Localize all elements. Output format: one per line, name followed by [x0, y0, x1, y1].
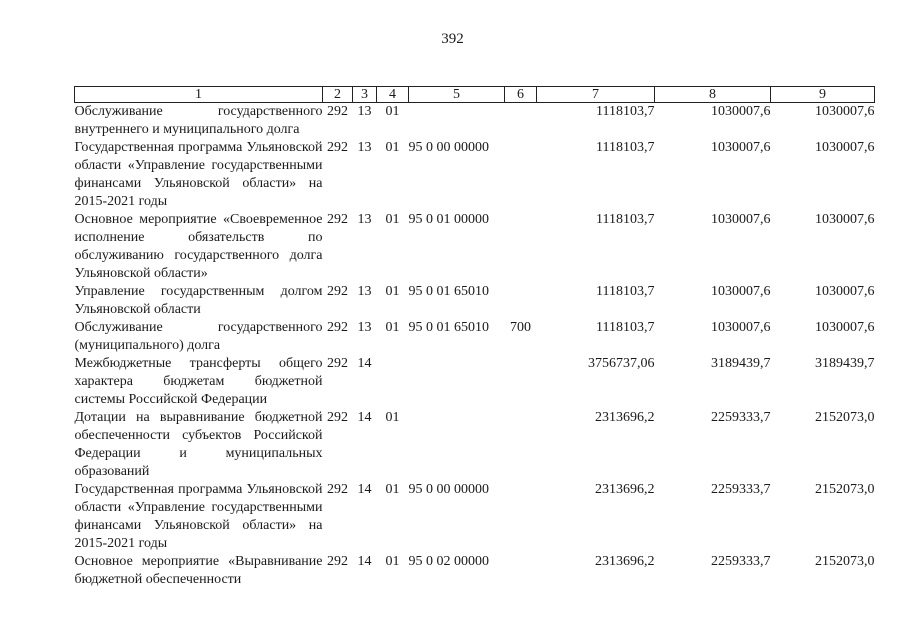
cell-target-article: 95 0 01 65010: [408, 320, 489, 335]
cell-amount-9: 1030007,6: [815, 212, 875, 227]
cell-amount-7: 2313696,2: [595, 554, 655, 569]
row-name: Дотации на выравнивание бюджетной обеспеченности субъектов Российской Федерации и муниципальных образований: [74, 410, 323, 479]
cell-subsection: 01: [385, 410, 400, 425]
cell-section: 13: [357, 320, 372, 335]
row-name: Основное мероприятие «Выравнивание бюджетной обеспеченности: [74, 554, 323, 587]
cell-expense-type: [505, 355, 537, 409]
cell-amount-9: 1030007,6: [815, 320, 875, 335]
cell-target-article: [409, 103, 505, 140]
cell-amount-8: 1030007,6: [711, 320, 771, 335]
cell-amount-9: 1030007,6: [815, 140, 875, 155]
cell-amount-8: 1030007,6: [711, 140, 771, 155]
cell-amount-7: 1118103,7: [596, 284, 655, 299]
cell-expense-type: [505, 103, 537, 140]
cell-expense-type: 700: [510, 320, 531, 335]
cell-amount-7: 2313696,2: [595, 482, 655, 497]
cell-section: 14: [357, 410, 372, 425]
cell-ministry: 292: [327, 554, 348, 569]
column-header: 5: [409, 87, 505, 103]
column-header: 7: [537, 87, 655, 103]
cell-expense-type: [505, 283, 537, 319]
cell-target-article: 95 0 01 65010: [408, 284, 489, 299]
cell-amount-8: 2259333,7: [711, 410, 771, 425]
row-name: Основное мероприятие «Своевременное исполнение обязательств по обслуживанию государственного долга Ульяновской области»: [74, 212, 323, 281]
cell-amount-7: 1118103,7: [596, 140, 655, 155]
cell-section: 14: [357, 356, 372, 371]
cell-section: 13: [357, 140, 372, 155]
page-number: 392: [441, 31, 464, 47]
cell-amount-7: 1118103,7: [596, 104, 655, 119]
cell-expense-type: [505, 409, 537, 481]
cell-subsection: 01: [385, 104, 400, 119]
cell-amount-7: 1118103,7: [596, 212, 655, 227]
cell-target-article: [409, 355, 505, 409]
cell-ministry: 292: [327, 284, 348, 299]
cell-subsection: 01: [385, 284, 400, 299]
cell-section: 13: [357, 104, 372, 119]
cell-amount-9: 3189439,7: [815, 356, 875, 371]
column-header: 8: [655, 87, 771, 103]
cell-amount-8: 3189439,7: [711, 356, 771, 371]
column-header: 6: [505, 87, 537, 103]
row-name: Государственная программа Ульяновской области «Управление государственными финансами Ульяновской области» на 2015-2021 годы: [74, 140, 323, 209]
table-row: [75, 283, 875, 319]
table-row: [75, 481, 875, 553]
column-header: 3: [353, 87, 377, 103]
cell-amount-8: 1030007,6: [711, 212, 771, 227]
cell-subsection: 01: [385, 212, 400, 227]
table-row: [75, 409, 875, 481]
row-name: Обслуживание государственного внутреннего и муниципального долга: [74, 104, 323, 137]
row-name: Обслуживание государственного (муниципального) долга: [74, 320, 323, 353]
cell-section: 14: [357, 554, 372, 569]
cell-section: 14: [357, 482, 372, 497]
cell-ministry: 292: [327, 140, 348, 155]
cell-expense-type: [505, 553, 537, 589]
row-name: Управление государственным долгом Ульяновской области: [74, 284, 323, 317]
cell-subsection: 01: [385, 140, 400, 155]
budget-table: [74, 86, 875, 589]
cell-amount-7: 3756737,06: [588, 356, 655, 371]
cell-target-article: 95 0 01 00000: [408, 212, 489, 227]
cell-amount-8: 1030007,6: [711, 284, 771, 299]
cell-amount-7: 2313696,2: [595, 410, 655, 425]
cell-amount-8: 1030007,6: [711, 104, 771, 119]
cell-ministry: 292: [327, 482, 348, 497]
column-header: 1: [75, 87, 323, 103]
cell-ministry: 292: [327, 356, 348, 371]
table-row: [75, 103, 875, 140]
column-header: 4: [377, 87, 409, 103]
header-row: [75, 87, 875, 103]
row-name: Государственная программа Ульяновской области «Управление государственными финансами Ульяновской области» на 2015-2021 годы: [74, 482, 323, 551]
cell-amount-9: 2152073,0: [815, 482, 875, 497]
cell-expense-type: [505, 139, 537, 211]
cell-subsection: 01: [385, 482, 400, 497]
cell-ministry: 292: [327, 212, 348, 227]
cell-expense-type: [505, 211, 537, 283]
cell-amount-9: 1030007,6: [815, 284, 875, 299]
cell-section: 13: [357, 212, 372, 227]
row-name: Межбюджетные трансферты общего характера бюджетам бюджетной системы Российской Федерации: [74, 356, 323, 407]
cell-ministry: 292: [327, 320, 348, 335]
cell-subsection: 01: [385, 320, 400, 335]
cell-amount-9: 1030007,6: [815, 104, 875, 119]
cell-target-article: [409, 409, 505, 481]
table-row: [75, 355, 875, 409]
cell-target-article: 95 0 00 00000: [408, 482, 489, 497]
table-row: [75, 139, 875, 211]
table-row: [75, 553, 875, 589]
table-row: [75, 319, 875, 355]
column-header: 2: [323, 87, 353, 103]
cell-amount-8: 2259333,7: [711, 482, 771, 497]
cell-subsection: 01: [385, 554, 400, 569]
cell-amount-9: 2152073,0: [815, 410, 875, 425]
cell-target-article: 95 0 00 00000: [408, 140, 489, 155]
cell-amount-7: 1118103,7: [596, 320, 655, 335]
cell-expense-type: [505, 481, 537, 553]
column-header: 9: [771, 87, 875, 103]
cell-target-article: 95 0 02 00000: [408, 554, 489, 569]
cell-amount-9: 2152073,0: [815, 554, 875, 569]
cell-section: 13: [357, 284, 372, 299]
cell-subsection: [377, 355, 409, 409]
cell-amount-8: 2259333,7: [711, 554, 771, 569]
table-row: [75, 211, 875, 283]
cell-ministry: 292: [327, 104, 348, 119]
cell-ministry: 292: [327, 410, 348, 425]
